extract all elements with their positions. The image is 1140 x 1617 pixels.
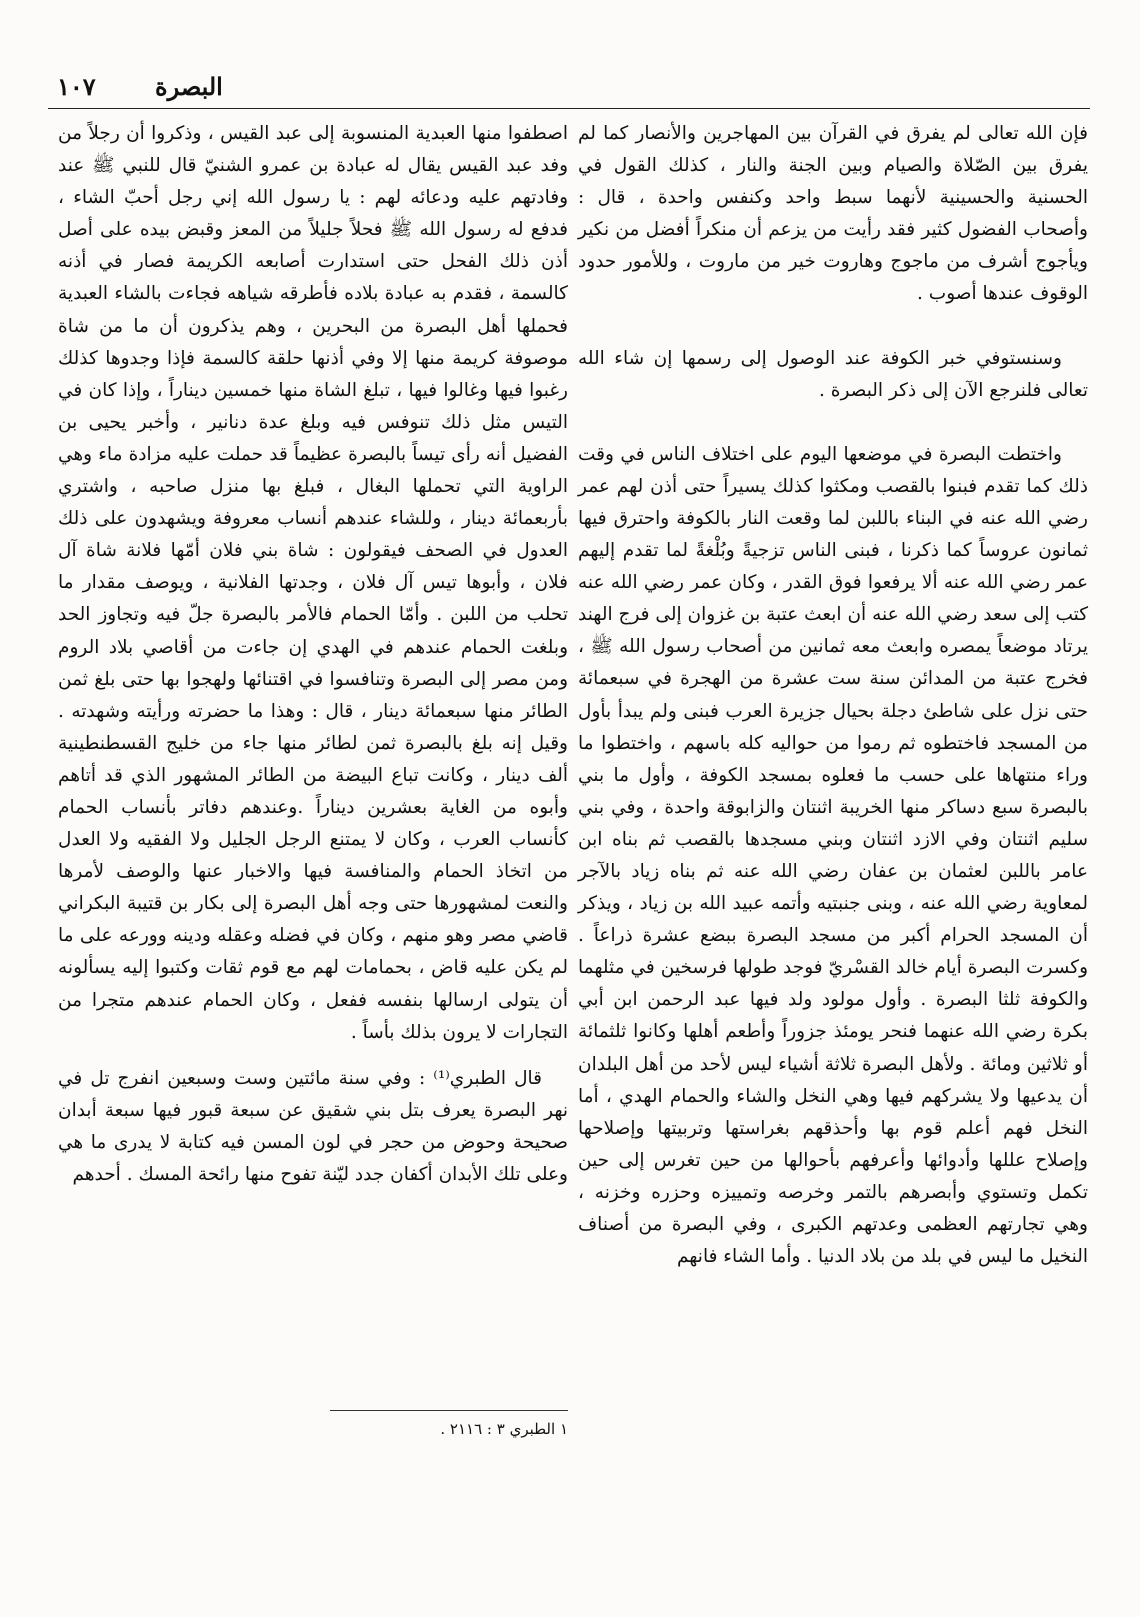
paragraph: اصطفوا منها العبدية المنسوبة إلى عبد القيس ، وذكروا أن رجلاً من وفد عبد القيس يقال له عبادة بن عمرو الشنيّ قال للنبي ﷺ عند وفادتهم عليه ودعائه لهم : يا رسول الله إني رجل أحبّ الشاء ، فدفع له رسول الله ﷺ فحلاً جليلاً من المعز وقبض بيده على أصل أذن ذلك الفحل حتى استدارت أصابعه الكريمة فصار في أذنه كالسمة ، فقدم به عبادة بلاده فأطرقه شياهه فجاءت بالشاء العبدية فحملها أهل البصرة من البحرين ، وهم يذكرون أن ما من شاة موصوفة كريمة منها إلا وفي أذنها حلقة كالسمة فإذا وجدوها كذلك رغبوا فيها وغالوا فيها ، تبلغ الشاة منها خمسين ديناراً ، وإذا كان في التيس مثل ذلك تنوفس فيه وبلغ عدة دنانير ، وأخبر يحيى بن الفضيل أنه رأى تيساً بالبصرة عظيماً قد حملت عليه مزادة ماء وهي الراوية التي تحملها البغال ، فبلغ بها منزل صاحبه ، واشتري بأربعمائة دينار ، وللشاء عندهم أنساب معروفة ويشهدون على ذلك العدول في الصحف فيقولون : شاة بني فلان أمّها فلانة شاة آل فلان ، وأبوها تيس آل فلان ، وجدتها الفلانية ، ويوصف مقدار ما تحلب من اللبن . وأمّا الحمام فالأمر بالبصرة جلّ فيه وتجاوز الحد وبلغت الحمام عندهم في الهدي إن جاءت من أقاصي بلاد الروم ومن مصر إلى البصرة وتنافسوا في اقتنائها ولهجوا بها حتى بلغ ثمن الطائر منها سبعمائة دينار ، قال : وهذا ما حضرته ورأيته وشهدته . وقيل إنه بلغ بالبصرة ثمن لطائر منها جاء من خليج القسطنطينية ألف دينار ، وكانت تباع البيضة من الطائر المشهور الذي قد أتاهم وأبوه من الغاية بعشرين ديناراً .وعندهم دفاتر بأنساب الحمام كأنساب العرب ، وكان لا يمتنع الرجل الجليل ولا الفقيه ولا العدل من اتخاذ الحمام والمنافسة فيها والاخبار عنها والوصف لأمرها والنعت لمشهورها حتى وجه أهل البصرة إلى بكار بن قتيبة البكراني قاضي مصر وهو منهم ، وكان في فضله وعقله ودينه وورعه على ما لم يكن عليه قاض ، بحمامات لهم مع قوم ثقات وكتبوا إليه يسألونه أن يتولى ارسالها بنفسه ففعل ، وكان الحمام عندهم متجرا من التجارات لا يرون بذلك بأساً . bbox=[58, 123, 568, 1043]
paragraph: وسنستوفي خبر الكوفة عند الوصول إلى رسمها إن شاء الله تعالى فلنرجع الآن إلى ذكر البصرة . bbox=[578, 347, 1088, 401]
paragraph: واختطت البصرة في موضعها اليوم على اختلاف الناس في وقت ذلك كما تقدم فبنوا بالقصب ومكثوا كذلك يسيراً حتى أذن لهم عمر رضي الله عنه في البناء باللبن لما وقعت النار بالكوفة واحترق فيها ثمانون عروساً كما ذكرنا ، فبنى الناس تزجيةً وبُلْغةً لما تقدم إليهم عمر رضي الله عنه ألا يرفعوا فوق القدر ، وكان عمر رضي الله عنه كتب إلى سعد رضي الله عنه أن ابعث عتبة بن غزوان إلى فرج الهند يرتاد موضعاً يمصره وابعث معه ثمانين من أصحاب رسول الله ﷺ ، فخرج عتبة من المدائن سنة ست عشرة من الهجرة في سبعمائة حتى نزل على شاطئ دجلة بحيال جزيرة العرب فبنى ولم يبدأ بأول من المسجد فاختطوه ثم رموا من حواليه كله باسهم ، واختطوا ما وراء منتهاها على حسب ما فعلوه بمسجد الكوفة ، وأول ما بني بالبصرة سبع دساكر منها الخريبة اثنتان والزابوقة واحدة ، وفي بني سليم اثنتان وفي الازد اثنتان وبني مسجدها بالقصب ثم بناه ابن عامر باللبن لعثمان بن عفان رضي الله عنه ثم بناه زياد بالآجر لمعاوية رضي الله عنه ، وبنى جنبتيه وأتمه عبيد الله بن زياد ، ويذكر أن المسجد الحرام أكبر من مسجد البصرة ببضع عشرة ذراعاً . وكسرت البصرة أيام خالد القسْريّ فوجد طولها فرسخين في مثلهما والكوفة ثلثا البصرة . وأول مولود ولد فيها عبد الرحمن ابن أبي بكرة رضي الله عنهما فنحر يومئذ جزوراً وأطعم أهلها وكانوا ثلثمائة أو ثلاثين ومائة . ولأهل البصرة ثلاثة أشياء ليس لأحد من أهل البلدان أن يدعيها ولا يشركهم فيها وهي النخل والشاء والحمام الهدي ، أما النخل فهم أعلم قوم بها وأحذقهم بغراستها وتربيتها وإصلاحها وإصلاح عللها وأدوائها وأعرفهم بأحوالها من حين تغرس إلى حين تكمل وتستوي وأبصرهم بالتمر وخرصه وتمييزه وحزره وخزنه ، وهي تجارتهم العظمى وعدتهم الكبرى ، وفي البصرة من أصناف النخيل ما ليس في بلد من بلاد الدنيا . وأما الشاء فانهم bbox=[578, 443, 1088, 1268]
paragraph: فإن الله تعالى لم يفرق في القرآن بين المهاجرين والأنصار كما لم يفرق بين الصّلاة والصيام وبين الجنة والنار ، كذلك القول في الحسنية والحسينية لأنهما سبط واحد وكنفس واحدة ، قال : وأصحاب الفضول كثير فقد رأيت من يزعم أن منكراً أفضل من نكير ويأجوج أشرف من ماجوج وهاروت خير من ماروت ، وللأمور حدود الوقوف عندها أصوب . bbox=[578, 123, 1088, 305]
right-column bbox=[578, 118, 1088, 1273]
paragraph: قال الطبري⁽¹⁾ : وفي سنة مائتين وست وسبعين انفرج تل في نهر البصرة يعرف بتل بني شقيق عن سبعة قبور فيها سبعة أبدان صحيحة وحوض من حجر في لون المسن فيه كتابة لا يدرى ما هي وعلى تلك الأبدان أكفان جدد ليّنة تفوح منها رائحة المسك . أحدهم bbox=[58, 1067, 568, 1185]
page-header bbox=[45, 70, 1090, 108]
footnote: ١ الطبري ٣ : ٢١١٦ . bbox=[440, 1420, 568, 1438]
left-column bbox=[58, 118, 568, 1191]
header-rule bbox=[48, 108, 1090, 109]
page-number: ١٠٧ bbox=[57, 72, 96, 101]
running-head: البصرة bbox=[155, 72, 223, 101]
footnote-rule bbox=[330, 1410, 568, 1411]
